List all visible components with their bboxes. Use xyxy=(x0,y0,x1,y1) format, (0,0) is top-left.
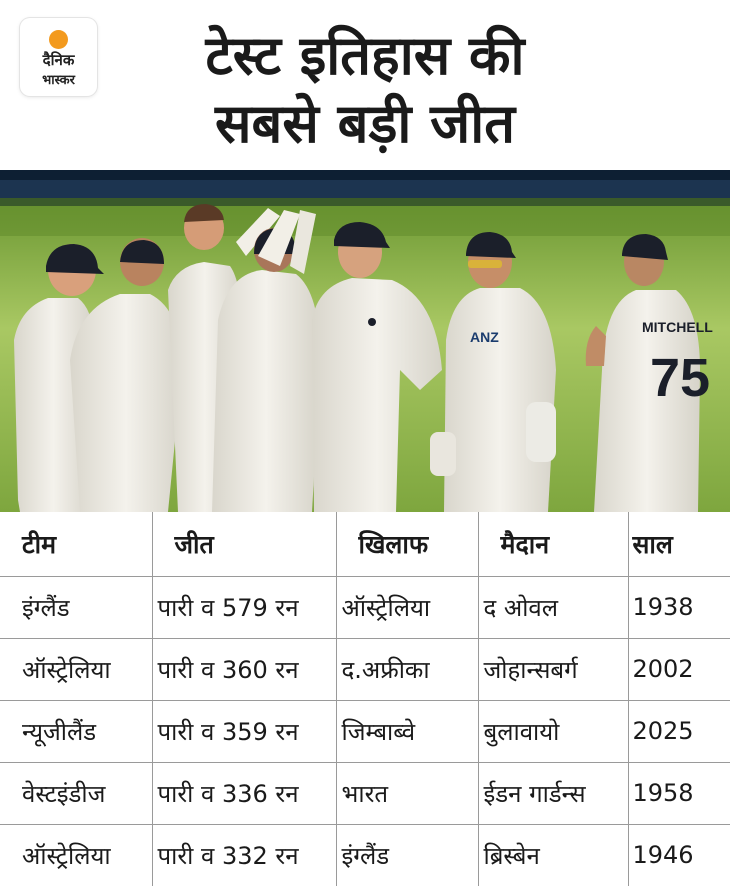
cell-year: 2025 xyxy=(628,700,730,762)
cell-venue: ईडन गार्डन्स xyxy=(478,762,628,824)
header-team: टीम xyxy=(0,512,152,576)
table-row xyxy=(0,700,730,762)
cell-against: जिम्बाब्वे xyxy=(336,700,478,762)
cell-year: 1938 xyxy=(628,576,730,638)
cell-team: ऑस्ट्रेलिया xyxy=(0,824,152,886)
cell-team: इंग्लैंड xyxy=(0,576,152,638)
jersey-name: MITCHELL xyxy=(642,319,713,335)
team-photo xyxy=(0,170,730,512)
table-row xyxy=(0,576,730,638)
cell-win: पारी व 360 रन xyxy=(152,638,336,700)
table-row xyxy=(0,762,730,824)
cell-venue: द ओवल xyxy=(478,576,628,638)
cell-win: पारी व 336 रन xyxy=(152,762,336,824)
logo-text-line2: भास्कर xyxy=(42,73,75,88)
header-against: खिलाफ xyxy=(336,512,478,576)
cell-against: इंग्लैंड xyxy=(336,824,478,886)
cell-team: वेस्टइंडीज xyxy=(0,762,152,824)
header xyxy=(0,0,730,170)
header-venue: मैदान xyxy=(478,512,628,576)
table-row xyxy=(0,824,730,886)
cricket-celebration-image xyxy=(0,170,730,512)
cell-against: भारत xyxy=(336,762,478,824)
cell-against: ऑस्ट्रेलिया xyxy=(336,576,478,638)
header-year: साल xyxy=(628,512,730,576)
cell-win: पारी व 332 रन xyxy=(152,824,336,886)
cell-venue: ब्रिस्बेन xyxy=(478,824,628,886)
cell-year: 1946 xyxy=(628,824,730,886)
title-line2: सबसे बड़ी जीत xyxy=(215,92,515,155)
table-header-row xyxy=(0,512,730,576)
cell-year: 1958 xyxy=(628,762,730,824)
title-line1: टेस्ट इतिहास की xyxy=(205,24,525,87)
cell-year: 2002 xyxy=(628,638,730,700)
header-win: जीत xyxy=(152,512,336,576)
page-title xyxy=(120,22,610,158)
jersey-number: 75 xyxy=(650,348,711,408)
results-table xyxy=(0,512,730,886)
logo-text-line1: दैनिक xyxy=(42,51,75,69)
table-row xyxy=(0,638,730,700)
cell-venue: बुलावायो xyxy=(478,700,628,762)
cell-team: ऑस्ट्रेलिया xyxy=(0,638,152,700)
cell-against: द.अफ्रीका xyxy=(336,638,478,700)
cell-team: न्यूजीलैंड xyxy=(0,700,152,762)
logo-sun-icon xyxy=(49,30,68,49)
cell-win: पारी व 579 रन xyxy=(152,576,336,638)
sponsor-text: ANZ xyxy=(470,329,499,345)
cell-win: पारी व 359 रन xyxy=(152,700,336,762)
brand-logo[interactable] xyxy=(20,18,97,96)
cell-venue: जोहान्सबर्ग xyxy=(478,638,628,700)
